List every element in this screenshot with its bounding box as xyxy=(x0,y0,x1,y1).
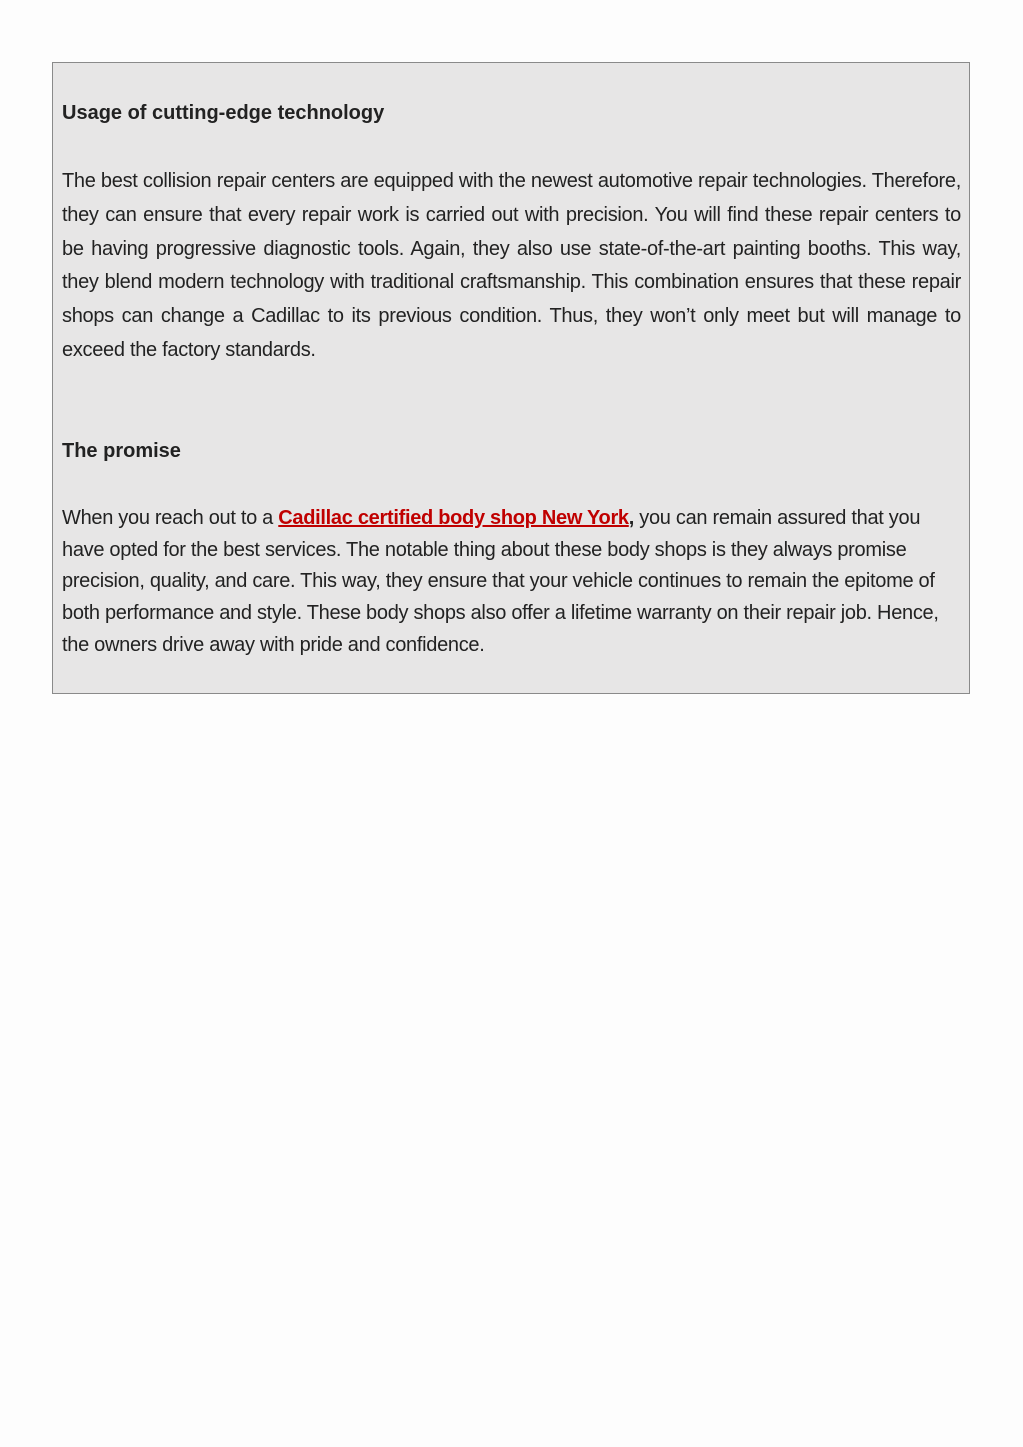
paragraph-promise-rest: you can remain assured that you have opted for the best services. The notable thing about these body shops is they always promise precision, quality, and care. This way, they ensure that your vehicle continues to remain the epitome of both performance and style. These body shops also offer a lifetime warranty on their repair job. Hence, the owners drive away with pride and confidence. xyxy=(62,507,939,656)
paragraph-promise-lead: When you reach out to a xyxy=(62,507,279,529)
section-heading-promise: The promise xyxy=(62,440,181,462)
section-heading-technology: Usage of cutting-edge technology xyxy=(62,102,385,124)
paragraph-promise xyxy=(62,503,961,662)
link-comma: , xyxy=(628,507,635,529)
cadillac-body-shop-link[interactable]: Cadillac certified body shop New York xyxy=(278,507,629,529)
paragraph-technology: The best collision repair centers are equipped with the newest automotive repair technologies. Therefore, they can ensure that every repair work is carried out with precision. You will find these repair centers to be having progressive diagnostic tools. Again, they also use state-of-the-art painting booths. This way, they blend modern technology with traditional craftsmanship. This combination ensures that these repair shops can change a Cadillac to its previous condition. Thus, they won’t only meet but will manage to exceed the factory standards. xyxy=(62,170,961,361)
content-box xyxy=(52,62,970,694)
